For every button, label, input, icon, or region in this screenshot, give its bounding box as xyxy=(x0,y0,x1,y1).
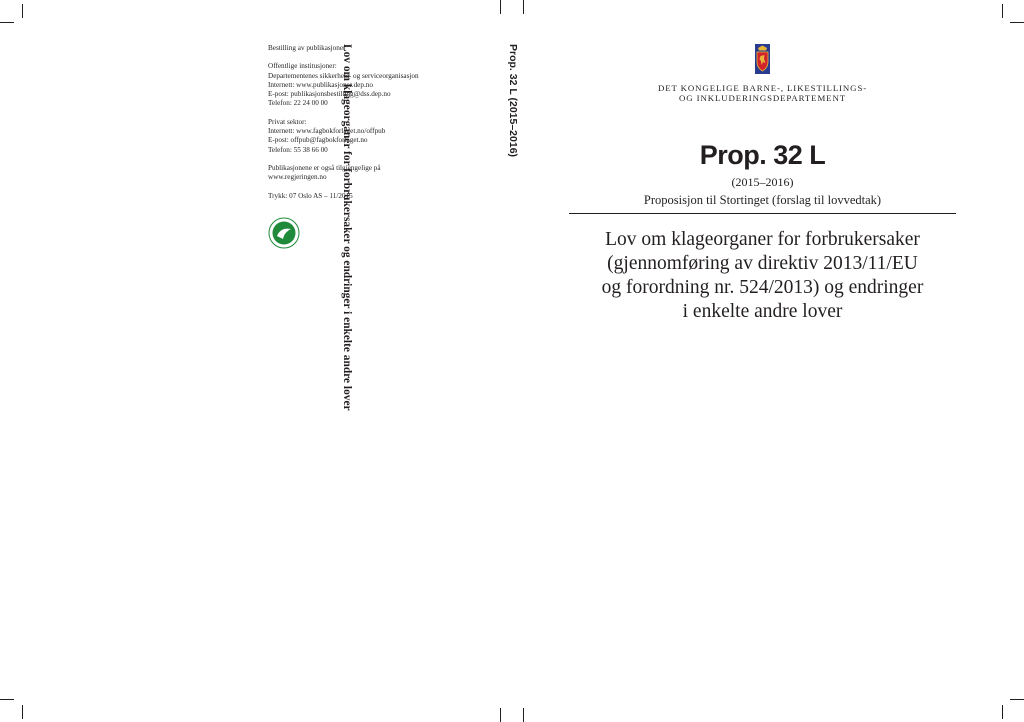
ordering-heading: Bestilling av publikasjoner xyxy=(268,44,346,52)
session-years: (2015–2016) xyxy=(731,175,794,189)
crop-mark xyxy=(500,708,501,722)
department-name xyxy=(569,83,956,103)
spine-title: Lov om klageorganer for forbrukersaker og endringer i enkelte andre lover xyxy=(341,44,353,411)
crop-mark xyxy=(22,705,23,719)
divider xyxy=(569,213,956,214)
title-line: i enkelte andre lover xyxy=(682,301,843,322)
crop-mark xyxy=(1010,22,1024,23)
back-cover-ordering-info xyxy=(268,44,488,201)
department-line: OG INKLUDERINGSDEPARTEMENT xyxy=(679,93,846,103)
crop-mark xyxy=(0,22,14,23)
crop-mark xyxy=(1002,705,1003,719)
crop-mark xyxy=(500,0,501,14)
public-email: E-post: publikasjonsbestilling@dss.dep.no xyxy=(268,90,391,99)
crop-mark xyxy=(523,708,524,722)
royal-coat-of-arms-icon xyxy=(752,44,773,74)
crop-mark xyxy=(0,699,14,700)
title-line: og forordning nr. 524/2013) og endringer xyxy=(601,277,924,298)
spine-code: Prop. 32 L (2015–2016) xyxy=(507,44,519,158)
available-url: www.regjeringen.no xyxy=(268,173,327,182)
nordic-swan-ecolabel-icon xyxy=(268,217,300,249)
crop-mark xyxy=(523,0,524,14)
crop-mark xyxy=(1002,4,1003,18)
document-title xyxy=(569,228,956,324)
public-phone: Telefon: 22 24 00 00 xyxy=(268,99,328,108)
private-email: E-post: offpub@fagbokforlaget.no xyxy=(268,136,368,145)
private-phone: Telefon: 55 38 66 00 xyxy=(268,145,328,154)
department-line: DET KONGELIGE BARNE-, LIKESTILLINGS- xyxy=(657,83,868,93)
available-line: Publikasjonene er også tilgjengelige på xyxy=(268,163,381,172)
private-heading: Privat sektor: xyxy=(268,117,307,126)
crop-mark xyxy=(1010,699,1024,700)
crop-mark xyxy=(22,4,23,18)
private-internet: Internett: www.fagbokforlaget.no/offpub xyxy=(268,127,386,136)
title-line: (gjennomføring av direktiv 2013/11/EU xyxy=(607,253,918,274)
public-heading: Offentlige institusjoner: xyxy=(268,62,337,71)
prop-number: Prop. 32 L xyxy=(699,140,826,170)
title-line: Lov om klageorganer for forbrukersaker xyxy=(605,229,920,250)
public-internet: Internett: www.publikasjoner.dep.no xyxy=(268,80,373,89)
print-info: Trykk: 07 Oslo AS – 11/2015 xyxy=(268,191,353,200)
document-subtitle: Proposisjon til Stortinget (forslag til lovvedtak) xyxy=(643,193,882,207)
public-org: Departementenes sikkerhets- og serviceorganisasjon xyxy=(268,71,419,80)
